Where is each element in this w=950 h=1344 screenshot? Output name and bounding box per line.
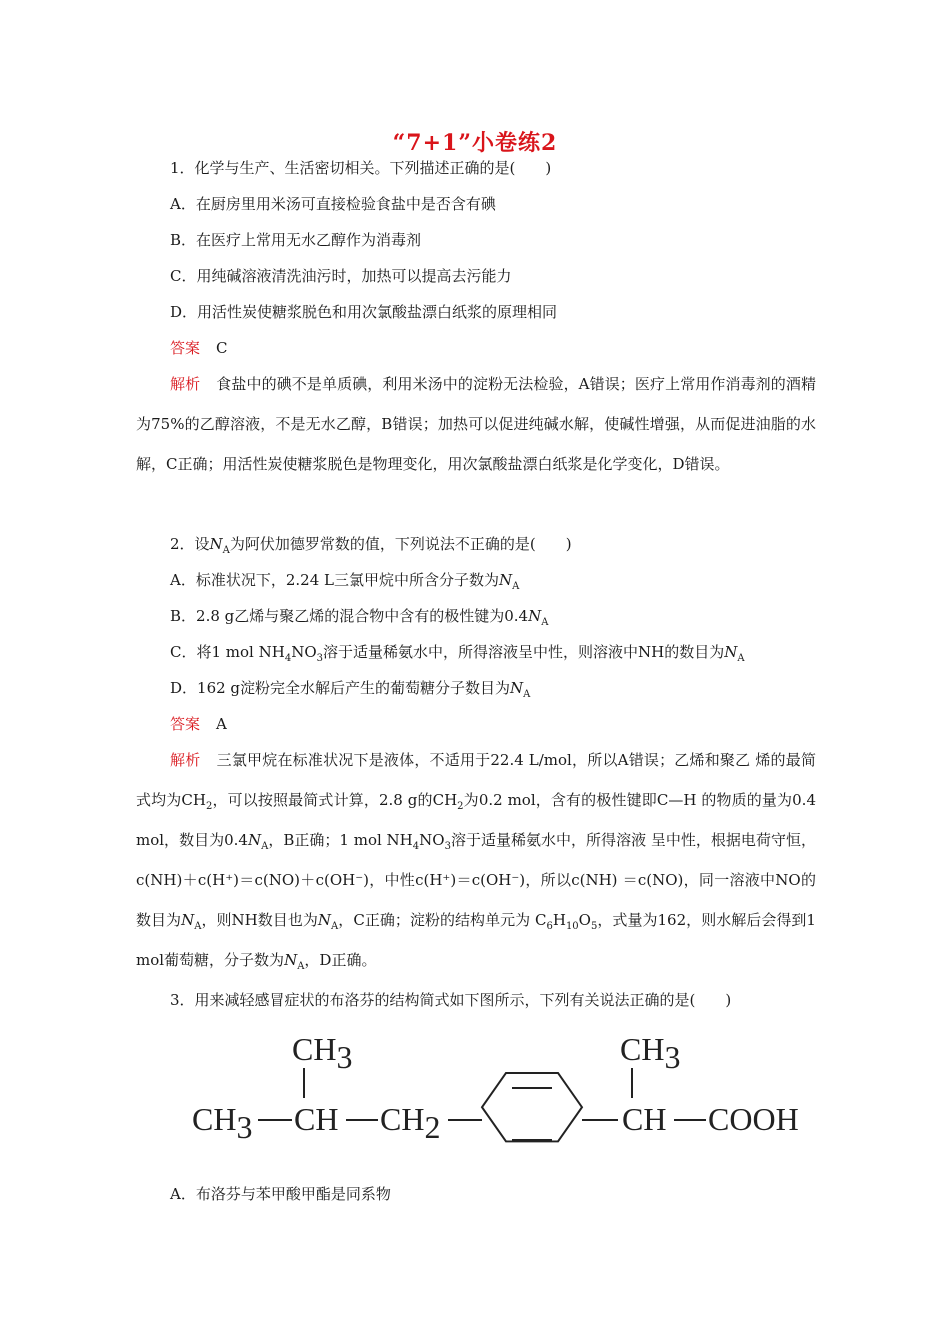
svg-text:CH: CH — [294, 1101, 339, 1137]
q2-answer: 答案 A — [170, 715, 227, 733]
page-title: “7+1”小卷练2 — [392, 130, 558, 156]
ibuprofen-structure — [186, 1024, 826, 1154]
q2-option-b: B．2.8 g乙烯与聚乙烯的混合物中含有的极性键为$0.4N_A$ — [170, 607, 549, 628]
q1-stem: 1．化学与生产、生活密切相关。下列描述正确的是( ) — [170, 159, 552, 177]
q2-stem: 2．设$N_A$为阿伏加德罗常数的值，下列说法不正确的是( ) — [170, 535, 572, 556]
q1-answer-value: C — [216, 339, 228, 357]
answer-label: 答案 — [170, 339, 201, 357]
q1-option-a: A．在厨房里用米汤可直接检验食盐中是否含有碘 — [170, 195, 496, 213]
q1-analysis-text: 食盐中的碘不是单质碘，利用米汤中的淀粉无法检验，A错误；医疗上常用作消毒剂的酒精为75%的乙醇溶液，不是无水乙醇，B错误；加热可以促进纯碱水解，使碱性增强，从而促进油脂的水解，C正确；用活性炭使糖浆脱色是物理变化，用次氯酸盐漂白纸浆是化学变化，D错误。 — [136, 375, 816, 473]
q1-option-c: C．用纯碱溶液清洗油污时，加热可以提高去污能力 — [170, 267, 512, 285]
q3-stem: 3．用来减轻感冒症状的布洛芬的结构简式如下图所示，下列有关说法正确的是( ) — [170, 991, 732, 1009]
svg-text:CH3: CH3 — [192, 1101, 253, 1145]
svg-text:COOH: COOH — [708, 1101, 799, 1137]
svg-text:CH3: CH3 — [292, 1031, 353, 1075]
q2-analysis: 解析 三氯甲烷在标准状况下是液体，不适用于22.4 L/mol，所以A错误；乙烯和聚乙 烯的最简式均为$CH_2$，可以按照最简式计算，2.8 g的$CH_2$为0.2 mol，含有的极性键即C—H 的物质的量为0.4 mol，数目为$0.4N_A$，B正确；1 mol $NH_4NO_3$溶于适量稀氨水中，所得溶液 呈中性，根据电荷守恒，c(NH)＋c(H⁺)＝c(NO)＋c(OH⁻)，中性c(H⁺)＝c(OH⁻)，所以c(NH) ＝c(NO)，同一溶液中NO的数目为$N_A$，则NH数目也为$N_A$，C正确；淀粉的结构单元为 $C_6H_{10}O_5$，式量为162，则水解后会得到1 mol葡萄糖，分子数为$N_A$，D正确。 — [136, 751, 816, 972]
q2-option-d: D．162 g淀粉完全水解后产生的葡萄糖分子数目为$N_A$ — [170, 679, 531, 700]
svg-text:CH2: CH2 — [380, 1101, 441, 1145]
svg-text:CH: CH — [622, 1101, 667, 1137]
q1-option-b: B．在医疗上常用无水乙醇作为消毒剂 — [170, 231, 422, 249]
q1-answer — [170, 338, 228, 358]
analysis-label: 解析 — [170, 375, 201, 393]
q2-option-a: A．标准状况下，2.24 L三氯甲烷中所含分子数为$N_A$ — [170, 571, 520, 592]
q3-option-a: A．布洛芬与苯甲酸甲酯是同系物 — [170, 1185, 391, 1203]
q1-analysis — [136, 364, 816, 484]
q2-option-c: C．将1 mol $NH_4NO_3$溶于适量稀氨水中，所得溶液呈中性，则溶液中NH的数目为$N_A$ — [170, 643, 745, 664]
q1-option-d: D．用活性炭使糖浆脱色和用次氯酸盐漂白纸浆的原理相同 — [170, 303, 558, 321]
svg-text:CH3: CH3 — [620, 1031, 681, 1075]
